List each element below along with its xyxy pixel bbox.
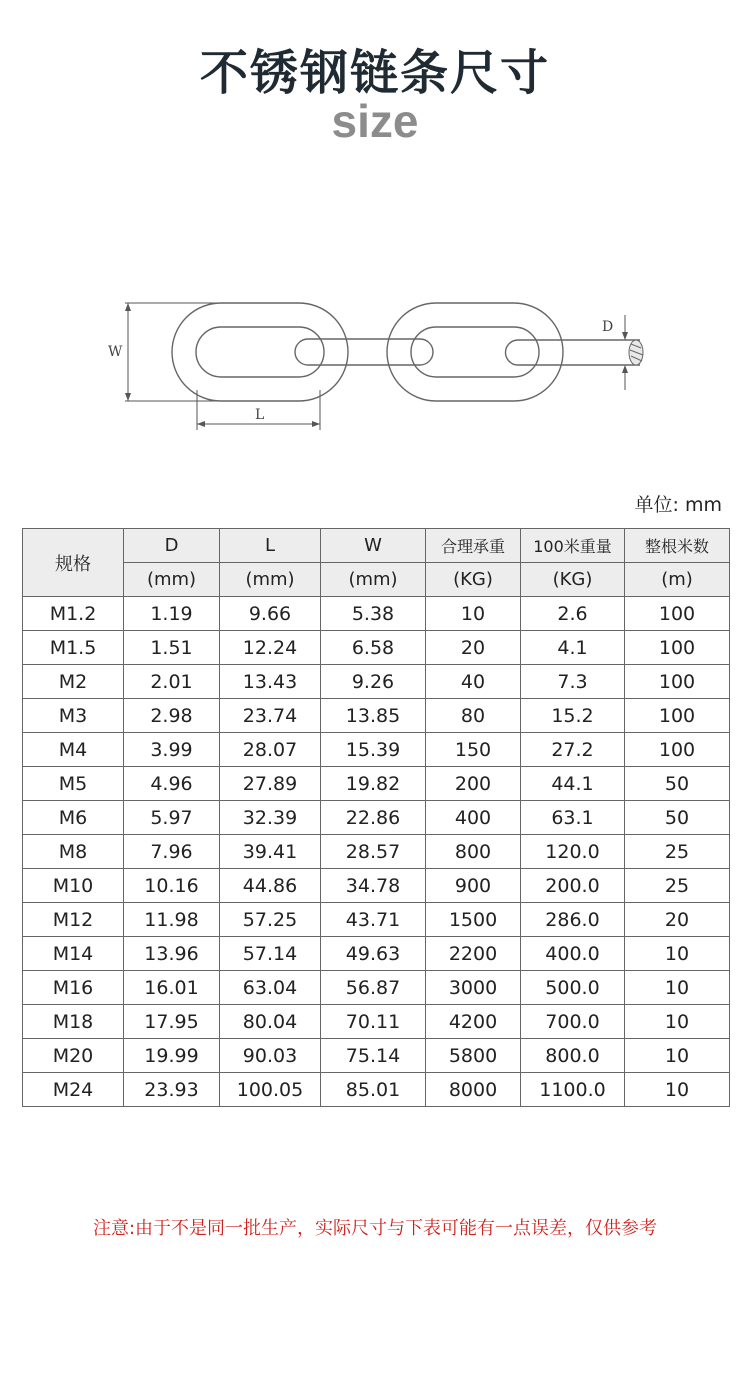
value-cell: 27.89 [220, 767, 321, 801]
table-row [23, 835, 730, 869]
value-cell: 16.01 [124, 971, 220, 1005]
spec-cell: M5 [23, 767, 124, 801]
table-row [23, 869, 730, 903]
value-cell: 80 [426, 699, 521, 733]
label-d: D [602, 319, 614, 335]
label-w: W [108, 344, 123, 360]
value-cell: 800.0 [521, 1039, 625, 1073]
value-cell: 49.63 [321, 937, 426, 971]
spec-cell: M20 [23, 1039, 124, 1073]
value-cell: 17.95 [124, 1005, 220, 1039]
value-cell: 7.3 [521, 665, 625, 699]
value-cell: 700.0 [521, 1005, 625, 1039]
disclaimer-note: 注意:由于不是同一批生产，实际尺寸与下表可能有一点误差，仅供参考 [92, 1218, 658, 1239]
value-cell: 6.58 [321, 631, 426, 665]
table-row [23, 937, 730, 971]
value-cell: 800 [426, 835, 521, 869]
table-row [23, 1073, 730, 1107]
value-cell: 10.16 [124, 869, 220, 903]
value-cell: 10 [625, 971, 730, 1005]
value-cell: 286.0 [521, 903, 625, 937]
header-col-unit: (KG) [521, 563, 625, 597]
value-cell: 9.66 [220, 597, 321, 631]
value-cell: 20 [426, 631, 521, 665]
value-cell: 2.98 [124, 699, 220, 733]
header-col-unit: (mm) [124, 563, 220, 597]
value-cell: 100 [625, 665, 730, 699]
value-cell: 400.0 [521, 937, 625, 971]
table-row [23, 631, 730, 665]
value-cell: 400 [426, 801, 521, 835]
value-cell: 57.14 [220, 937, 321, 971]
spec-cell: M6 [23, 801, 124, 835]
spec-cell: M1.5 [23, 631, 124, 665]
value-cell: 90.03 [220, 1039, 321, 1073]
value-cell: 19.82 [321, 767, 426, 801]
header-col-unit: (KG) [426, 563, 521, 597]
value-cell: 4.96 [124, 767, 220, 801]
value-cell: 32.39 [220, 801, 321, 835]
chain-link-1 [172, 303, 348, 401]
value-cell: 2.01 [124, 665, 220, 699]
value-cell: 5.38 [321, 597, 426, 631]
value-cell: 150 [426, 733, 521, 767]
value-cell: 10 [625, 1005, 730, 1039]
table-row [23, 1005, 730, 1039]
table-row [23, 665, 730, 699]
value-cell: 63.1 [521, 801, 625, 835]
value-cell: 1500 [426, 903, 521, 937]
header-spec: 规格 [23, 529, 124, 597]
cut-section [629, 340, 643, 365]
page-subtitle: size [331, 95, 419, 147]
value-cell: 44.86 [220, 869, 321, 903]
label-l: L [255, 407, 265, 423]
value-cell: 10 [625, 937, 730, 971]
table-row [23, 1039, 730, 1073]
spec-cell: M10 [23, 869, 124, 903]
spec-cell: M4 [23, 733, 124, 767]
value-cell: 8000 [426, 1073, 521, 1107]
value-cell: 13.96 [124, 937, 220, 971]
value-cell: 4.1 [521, 631, 625, 665]
value-cell: 200.0 [521, 869, 625, 903]
value-cell: 5.97 [124, 801, 220, 835]
header-col-name: L [220, 529, 321, 563]
table-row [23, 971, 730, 1005]
value-cell: 2200 [426, 937, 521, 971]
value-cell: 50 [625, 767, 730, 801]
header-col-unit: (mm) [321, 563, 426, 597]
value-cell: 25 [625, 869, 730, 903]
value-cell: 63.04 [220, 971, 321, 1005]
value-cell: 85.01 [321, 1073, 426, 1107]
value-cell: 4200 [426, 1005, 521, 1039]
spec-table [22, 528, 730, 1107]
value-cell: 1.19 [124, 597, 220, 631]
table-row [23, 733, 730, 767]
value-cell: 28.07 [220, 733, 321, 767]
value-cell: 3.99 [124, 733, 220, 767]
unit-label: 单位: mm [634, 494, 722, 516]
value-cell: 7.96 [124, 835, 220, 869]
value-cell: 10 [625, 1039, 730, 1073]
table-unit-row [23, 563, 730, 597]
spec-cell: M1.2 [23, 597, 124, 631]
value-cell: 27.2 [521, 733, 625, 767]
value-cell: 15.39 [321, 733, 426, 767]
value-cell: 25 [625, 835, 730, 869]
table-row [23, 767, 730, 801]
value-cell: 39.41 [220, 835, 321, 869]
table-row [23, 699, 730, 733]
spec-cell: M12 [23, 903, 124, 937]
value-cell: 100 [625, 699, 730, 733]
chain-link-end [505, 340, 640, 365]
header-col-name: 合理承重 [426, 529, 521, 563]
table-row [23, 597, 730, 631]
value-cell: 44.1 [521, 767, 625, 801]
page-title: 不锈钢链条尺寸 [199, 45, 550, 101]
value-cell: 80.04 [220, 1005, 321, 1039]
value-cell: 19.99 [124, 1039, 220, 1073]
value-cell: 100 [625, 733, 730, 767]
value-cell: 5800 [426, 1039, 521, 1073]
table-row [23, 903, 730, 937]
value-cell: 23.93 [124, 1073, 220, 1107]
value-cell: 70.11 [321, 1005, 426, 1039]
value-cell: 50 [625, 801, 730, 835]
header-col-name: 100米重量 [521, 529, 625, 563]
value-cell: 12.24 [220, 631, 321, 665]
value-cell: 22.86 [321, 801, 426, 835]
value-cell: 11.98 [124, 903, 220, 937]
value-cell: 43.71 [321, 903, 426, 937]
value-cell: 28.57 [321, 835, 426, 869]
value-cell: 15.2 [521, 699, 625, 733]
value-cell: 900 [426, 869, 521, 903]
value-cell: 500.0 [521, 971, 625, 1005]
value-cell: 34.78 [321, 869, 426, 903]
value-cell: 10 [426, 597, 521, 631]
spec-cell: M14 [23, 937, 124, 971]
value-cell: 100 [625, 597, 730, 631]
spec-cell: M2 [23, 665, 124, 699]
value-cell: 1.51 [124, 631, 220, 665]
value-cell: 120.0 [521, 835, 625, 869]
spec-cell: M16 [23, 971, 124, 1005]
value-cell: 23.74 [220, 699, 321, 733]
value-cell: 3000 [426, 971, 521, 1005]
table-header-row [23, 529, 730, 563]
header-col-name: W [321, 529, 426, 563]
value-cell: 56.87 [321, 971, 426, 1005]
chain-link-2 [387, 303, 563, 401]
header-col-name: D [124, 529, 220, 563]
value-cell: 13.85 [321, 699, 426, 733]
header-col-unit: (mm) [220, 563, 321, 597]
value-cell: 57.25 [220, 903, 321, 937]
value-cell: 75.14 [321, 1039, 426, 1073]
table-row [23, 801, 730, 835]
spec-cell: M3 [23, 699, 124, 733]
value-cell: 100.05 [220, 1073, 321, 1107]
value-cell: 1100.0 [521, 1073, 625, 1107]
header-col-name: 整根米数 [625, 529, 730, 563]
chain-diagram [100, 290, 660, 440]
value-cell: 40 [426, 665, 521, 699]
value-cell: 200 [426, 767, 521, 801]
value-cell: 100 [625, 631, 730, 665]
spec-cell: M8 [23, 835, 124, 869]
value-cell: 9.26 [321, 665, 426, 699]
value-cell: 20 [625, 903, 730, 937]
spec-cell: M18 [23, 1005, 124, 1039]
header-col-unit: (m) [625, 563, 730, 597]
spec-cell: M24 [23, 1073, 124, 1107]
value-cell: 10 [625, 1073, 730, 1107]
value-cell: 13.43 [220, 665, 321, 699]
value-cell: 2.6 [521, 597, 625, 631]
